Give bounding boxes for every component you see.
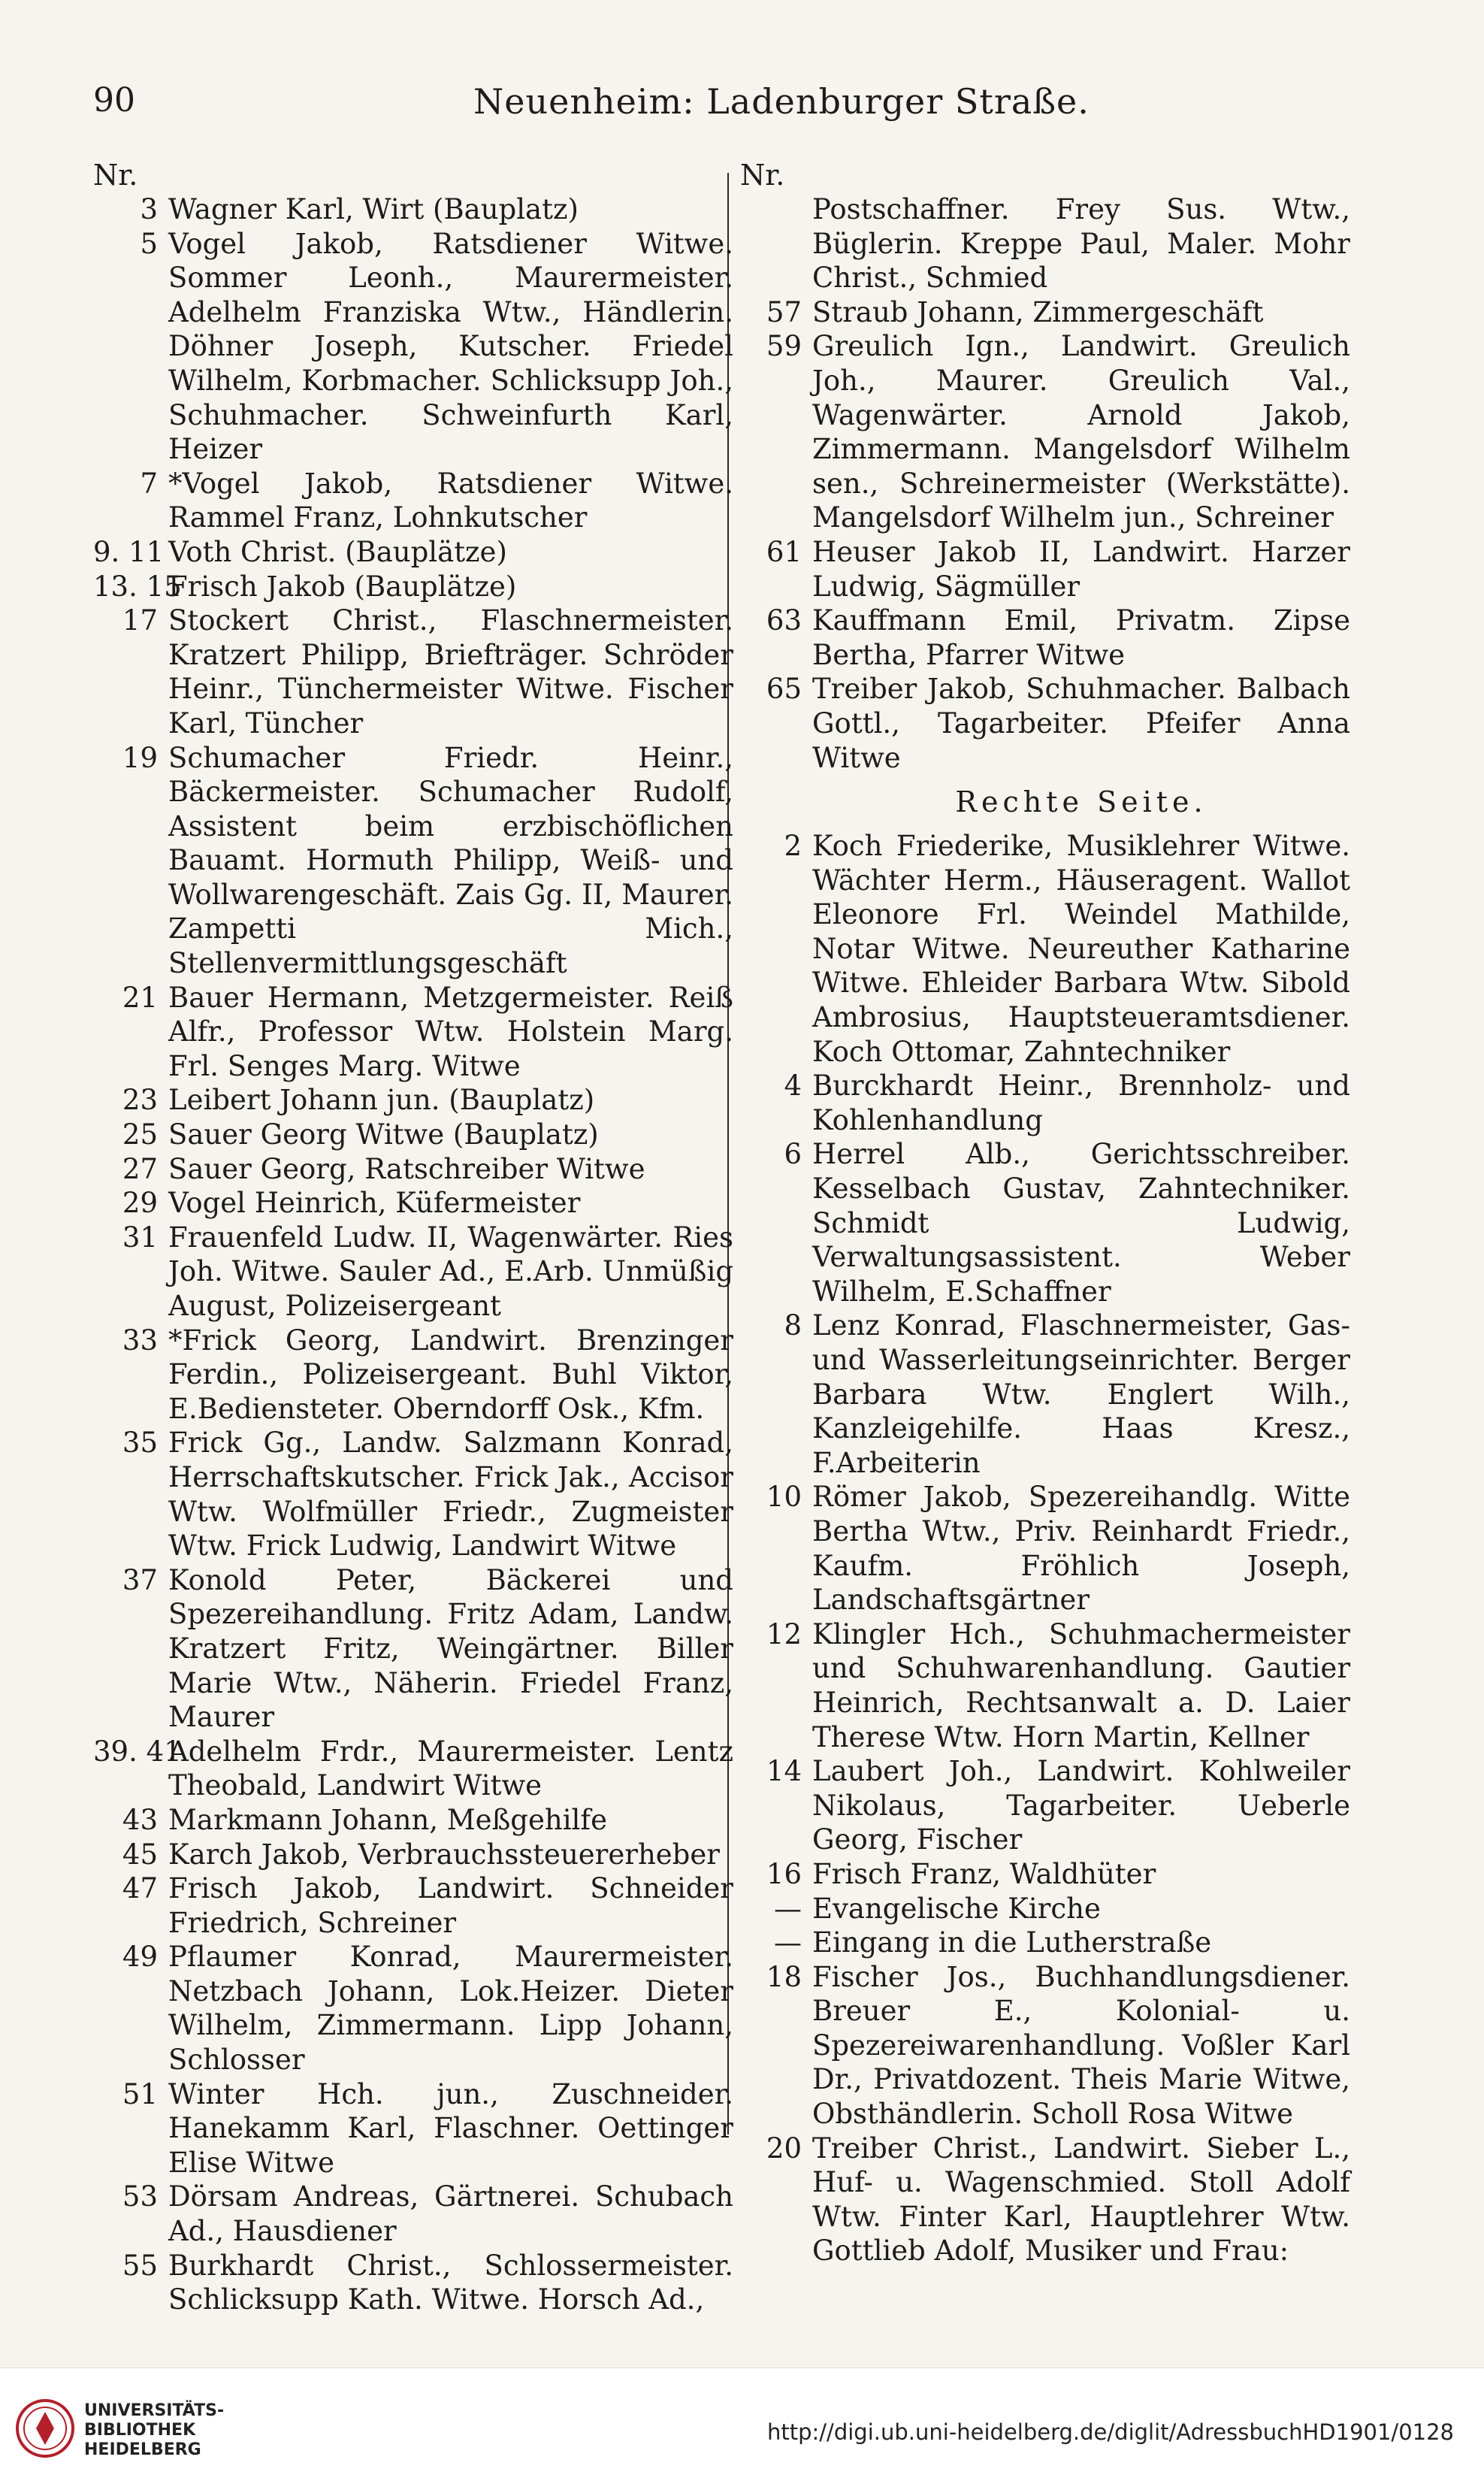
house-number: 3 [140,193,158,225]
library-name-line: BIBLIOTHEK [84,2421,196,2440]
right-column [740,158,1350,2268]
address-entry [93,1083,733,1118]
house-number: — [774,1926,802,1959]
resident-text: Heuser Jakob II, Landwirt. Harzer Ludwig, Sägmüller [812,535,1350,603]
resident-text: Evangelische Kirche [812,1892,1101,1925]
resident-text: Dörsam Andreas, Gärtnerei. Schubach Ad., Hausdiener [168,2180,733,2248]
house-number: 21 [122,981,158,1014]
address-entry [740,1480,1350,1617]
resident-text: Adelhelm Frdr., Maurermeister. Lentz Theobald, Landwirt Witwe [168,1735,733,1802]
house-number: 14 [766,1755,802,1788]
house-number: 29 [122,1187,158,1220]
address-entry [93,2180,733,2248]
resident-text: Frisch Jakob (Bauplätze) [168,570,517,603]
resident-text: Sauer Georg, Ratschreiber Witwe [168,1152,645,1185]
address-entry [740,1960,1350,2131]
resident-text: Burckhardt Heinr., Brennholz- und Kohlenhandlung [812,1070,1350,1136]
house-number: 31 [122,1221,158,1254]
house-number: 7 [140,467,158,500]
house-number: 13. 15 [93,570,182,603]
house-number: 27 [122,1152,158,1185]
resident-text: Burkhardt Christ., Schlossermeister. Schlicksupp Kath. Witwe. Horsch Ad., [168,2249,733,2316]
address-entry [93,535,733,570]
resident-text: Markmann Johann, Meßgehilfe [168,1803,607,1836]
resident-text: Vogel Heinrich, Küfermeister [168,1187,581,1220]
house-number: 39. 41 [93,1735,182,1768]
address-entry [740,604,1350,672]
address-entry [740,1926,1350,1960]
resident-text: Lenz Konrad, Flaschnermeister, Gas- und Wasserleitungseinrichter. Berger Barbara Wtw. Englert Wilh., Kanzleigehilfe. Haas Kresz., F.Arbeiterin [812,1309,1350,1479]
address-entry [93,1563,733,1735]
resident-text: Fischer Jos., Buchhandlungsdiener. Breuer E., Kolonial- u. Spezereiwarenhandlung. Voßler Karl Dr., Privatdozent. Theis Marie Witwe, Obsthändlerin. Scholl Rosa Witwe [812,1960,1350,2131]
library-name-line: UNIVERSITÄTS- [84,2401,225,2420]
resident-text: Konold Peter, Bäckerei und Spezereihandlung. Fritz Adam, Landw. Kratzert Fritz, Weingärtner. Biller Marie Wtw., Näherin. Friedel Franz, Maurer [168,1563,733,1734]
house-number: 35 [122,1427,158,1460]
address-entry [93,2077,733,2180]
resident-text: Frick Gg., Landw. Salzmann Konrad, Herrschaftskutscher. Frick Jak., Accisor Wtw. Wolfmüller Friedr., Zugmeister Wtw. Frick Ludwig, Landwirt Witwe [168,1427,733,1563]
source-url-link[interactable]: http://digi.ub.uni-heidelberg.de/diglit/AdressbuchHD1901/0128 [766,2419,1454,2445]
resident-text: Leibert Johann jun. (Bauplatz) [168,1084,595,1117]
university-seal-icon [15,2398,75,2458]
resident-text: Herrel Alb., Gerichtsschreiber. Kesselbach Gustav, Zahntechniker. Schmidt Ludwig, Verwaltungsassistent. Weber Wilhelm, E.Schaffner [812,1138,1350,1308]
address-entry [93,604,733,740]
address-entry [93,1838,733,1872]
address-entry [93,192,733,227]
address-entry [740,672,1350,775]
address-entry [740,535,1350,604]
nr-label: Nr. [93,159,138,192]
page-number: 90 [93,81,135,120]
resident-text: Karch Jakob, Verbrauchssteuererheber [168,1838,720,1871]
address-entry [93,741,733,981]
address-entry [93,1118,733,1152]
resident-text: Römer Jakob, Spezereihandlg. Witte Bertha Wtw., Priv. Reinhardt Friedr., Kaufm. Fröhlich Joseph, Landschaftsgärtner [812,1481,1350,1617]
continuation-text: Postschaffner. Frey Sus. Wtw., Büglerin. Kreppe Paul, Maler. Mohr Christ., Schmied [812,193,1350,295]
address-entry [93,570,733,604]
resident-text: Straub Johann, Zimmergeschäft [812,295,1264,328]
house-number: 43 [122,1803,158,1836]
address-entry [740,1309,1350,1480]
address-entry [93,1152,733,1187]
resident-text: Eingang in die Lutherstraße [812,1926,1212,1959]
address-entry [93,2249,733,2317]
resident-text: Treiber Jakob, Schuhmacher. Balbach Gottl., Tagarbeiter. Pfeifer Anna Witwe [812,673,1350,774]
resident-text: Winter Hch. jun., Zuschneider. Hanekamm Karl, Flaschner. Oettinger Elise Witwe [168,2077,733,2179]
house-number: 17 [122,604,158,637]
resident-text: Sauer Georg Witwe (Bauplatz) [168,1118,599,1151]
address-entry [740,1892,1350,1926]
address-entry [93,467,733,535]
house-number: 18 [766,1960,802,1993]
resident-text: Pflaumer Konrad, Maurermeister. Netzbach Johann, Lok.Heizer. Dieter Wilhelm, Zimmermann. Lipp Johann, Schlosser [168,1941,733,2077]
resident-text: Vogel Jakob, Ratsdiener Witwe. Sommer Leonh., Maurermeister. Adelhelm Franziska Wtw., Händlerin. Döhner Joseph, Kutscher. Friedel Wilhelm, Korbmacher. Schlicksupp Joh., Schuhmacher. Schweinfurth Karl, Heizer [168,227,733,466]
address-entry [93,1735,733,1803]
address-entry [93,1940,733,2077]
address-entry [93,981,733,1084]
resident-text: Frisch Jakob, Landwirt. Schneider Friedrich, Schreiner [168,1872,733,1939]
house-number: 8 [784,1309,802,1342]
house-number: 25 [122,1118,158,1151]
address-entry [93,1324,733,1427]
address-entry [740,2131,1350,2268]
house-number: 6 [784,1138,802,1171]
house-number: 61 [766,535,802,568]
left-column [93,158,733,2317]
address-entry [93,1803,733,1838]
house-number: 45 [122,1838,158,1871]
right-entries-2 [740,829,1350,2268]
house-number: 51 [122,2077,158,2110]
footer [0,2367,1484,2490]
house-number: 33 [122,1324,158,1357]
house-number: 16 [766,1857,802,1890]
left-entries [93,192,733,2317]
house-number: 4 [784,1070,802,1103]
resident-text: Greulich Ign., Landwirt. Greulich Joh., Maurer. Greulich Val., Wagenwärter. Arnold Jakob, Zimmermann. Mangelsdorf Wilhelm sen., Schreinermeister (Werkstätte). Mangelsdorf Wilhelm jun., Schreiner [812,330,1350,534]
resident-text: Schumacher Friedr. Heinr., Bäckermeister. Schumacher Rudolf, Assistent beim erzbischöflichen Bauamt. Hormuth Philipp, Weiß- und Wollwarengeschäft. Zais Gg. II, Maurer. Zampetti Mich., Stellenvermittlungsgeschäft [168,741,733,980]
resident-text: *Frick Georg, Landwirt. Brenzinger Ferdin., Polizeisergeant. Buhl Viktor, E.Bediensteter. Oberndorff Osk., Kfm. [168,1324,733,1425]
house-number: 20 [766,2131,802,2165]
address-entry [740,1069,1350,1137]
resident-text: Klingler Hch., Schuhmachermeister und Schuhwarenhandlung. Gautier Heinrich, Rechtsanwalt a. D. Laier Therese Wtw. Horn Martin, Kellner [812,1617,1350,1753]
house-number: 19 [122,741,158,774]
address-entry [93,1871,733,1940]
library-name-line: HEIDELBERG [84,2440,201,2459]
resident-text: Laubert Joh., Landwirt. Kohlweiler Nikolaus, Tagarbeiter. Ueberle Georg, Fischer [812,1755,1350,1856]
house-number: 37 [122,1563,158,1596]
library-name [84,2401,224,2460]
resident-text: Frisch Franz, Waldhüter [812,1857,1156,1890]
house-number: 55 [122,2249,158,2282]
house-number: 23 [122,1084,158,1117]
house-number: 5 [140,227,158,260]
address-entry [93,1221,733,1324]
house-number: 47 [122,1872,158,1905]
right-entries [740,295,1350,775]
house-number: 9. 11 [93,535,165,568]
resident-text: Treiber Christ., Landwirt. Sieber L., Huf- u. Wagenschmied. Stoll Adolf Wtw. Finter Karl, Hauptlehrer Wtw. Gottlieb Adolf, Musiker und Frau: [812,2131,1350,2268]
house-number: 59 [766,330,802,363]
address-entry [740,295,1350,330]
address-entry [740,1754,1350,1857]
resident-text: Frauenfeld Ludw. II, Wagenwärter. Ries Joh. Witwe. Sauler Ad., E.Arb. Unmüßig August, Polizeisergeant [168,1221,733,1322]
page-title: Neuenheim: Ladenburger Straße. [473,81,1090,122]
resident-text: Stockert Christ., Flaschnermeister. Kratzert Philipp, Briefträger. Schröder Heinr., Tünchermeister Witwe. Fischer Karl, Tüncher [168,604,733,740]
house-number: 53 [122,2180,158,2213]
section-heading: Rechte Seite. [955,785,1207,819]
house-number: 49 [122,1941,158,1974]
house-number: 63 [766,604,802,637]
resident-text: Wagner Karl, Wirt (Bauplatz) [168,193,579,225]
resident-text: Voth Christ. (Bauplätze) [168,535,507,568]
address-entry [93,227,733,467]
address-entry [93,1426,733,1563]
house-number: — [774,1892,802,1925]
house-number: 12 [766,1617,802,1650]
house-number: 65 [766,673,802,706]
address-entry [740,1857,1350,1892]
address-entry [740,329,1350,535]
house-number: 57 [766,295,802,328]
address-entry [740,1137,1350,1309]
resident-text: Bauer Hermann, Metzgermeister. Reiß Alfr., Professor Wtw. Holstein Marg. Frl. Senges Marg. Witwe [168,981,733,1082]
address-entry [740,1617,1350,1754]
resident-text: Kauffmann Emil, Privatm. Zipse Bertha, Pfarrer Witwe [812,604,1350,671]
house-number: 10 [766,1481,802,1514]
resident-text: Koch Friederike, Musiklehrer Witwe. Wächter Herm., Häuseragent. Wallot Eleonore Frl. Weindel Mathilde, Notar Witwe. Neureuther Katharine Witwe. Ehleider Barbara Wtw. Sibold Ambrosius, Hauptsteueramtsdiener. Koch Ottomar, Zahntechniker [812,830,1350,1068]
address-entry [93,1186,733,1221]
house-number: 2 [784,830,802,863]
address-entry [740,829,1350,1069]
resident-text: *Vogel Jakob, Ratsdiener Witwe. Rammel Franz, Lohnkutscher [168,467,733,534]
nr-label: Nr. [740,159,785,192]
